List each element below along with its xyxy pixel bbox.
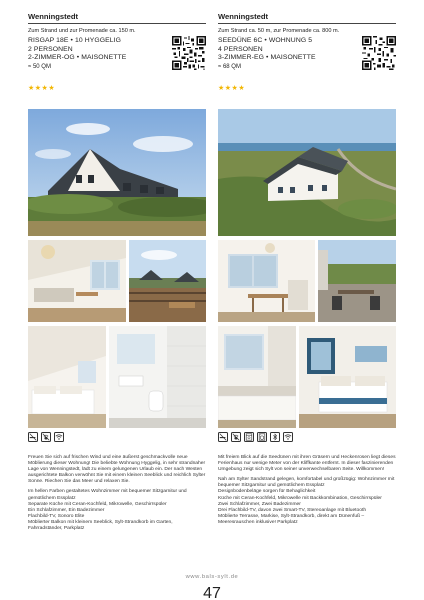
no-smoking-icon <box>218 432 228 442</box>
description-risgap <box>28 455 206 532</box>
photo-living-room <box>28 240 126 322</box>
apartment-rooms: 3-ZIMMER-EG • MAISONETTE <box>218 54 316 62</box>
feature-line: Drei Flachbild-TV, davon zwei Smart-TV, Stereoanlage mit Bluetooth <box>218 507 367 513</box>
distance-info: Zum Strand ca. 50 m, zur Promenade ca. 800 m. <box>218 28 340 34</box>
no-pets-icon <box>41 432 51 442</box>
title-divider <box>28 23 206 24</box>
apartment-info <box>28 37 206 83</box>
photo-terrace <box>318 240 396 322</box>
wifi-icon <box>54 432 64 442</box>
feature-line: Im hellen Farben gestaltetes Wohnzimmer mit bequemer Sitzgarnitur und gemütlichem Essplatz <box>28 489 187 501</box>
photo-house-aerial <box>218 109 396 236</box>
feature-line: Designbodenbeläge sorgen für Behaglichkeit <box>218 489 316 495</box>
no-smoking-icon <box>28 432 38 442</box>
photo-dining-area <box>218 240 315 322</box>
apartment-area: ≈ 50 QM <box>28 63 51 70</box>
listing-risgap <box>28 12 206 94</box>
dishwasher-icon <box>244 432 254 442</box>
photo-balcony-view <box>129 240 206 322</box>
location-title: Wenningstedt <box>218 12 269 21</box>
distance-info: Zum Strand und zur Promenade ca. 150 m. <box>28 28 136 34</box>
page-number: 47 <box>203 585 221 600</box>
bluetooth-speaker-icon <box>270 432 280 442</box>
photo-bedroom-2 <box>299 326 396 428</box>
apartment-rooms: 2-ZIMMER-OG • MAISONETTE <box>28 54 127 62</box>
amenity-icons <box>28 432 64 442</box>
website-link[interactable]: www.bals-sylt.de <box>185 574 239 580</box>
apartment-name: SEEDÜNE 6C • WOHNUNG 5 <box>218 37 313 44</box>
feature-line: Nah am Sylter Sandstrand gelegen, komfortabel und großzügig: Wohnzimmer mit bequemer Sitzgarnitur und gemütlichem Essplatz <box>218 477 395 489</box>
qr-code-icon[interactable] <box>172 36 206 70</box>
description-seeduene <box>218 455 396 526</box>
feature-line: Zwei Schlafzimmer, Zwei Badezimmer <box>218 501 301 507</box>
location-title: Wenningstedt <box>28 12 79 21</box>
photo-bathroom <box>109 326 206 428</box>
feature-line: Möblierter Balkon mit kleinem Seeblick, Sylt-Strandkorb im Garten, Fahrradständer, Parkplatz <box>28 519 173 532</box>
feature-line: Ein Schlafzimmer, Ein Badezimmer <box>28 507 105 513</box>
feature-line: Küche mit Ceran-Kochfeld, Mikrowelle mit Backkombination, Geschirrspüler <box>218 495 382 501</box>
rating-stars: ★★★★ <box>218 85 246 92</box>
photo-house-exterior <box>28 109 206 236</box>
description-intro: Mit freiem Blick auf die Seedünen mit ihren Gräsern und Heckenrosen liegt dieses Ferienhaus nur wenige Meter von der Kliffkante entfernt. In dieser faszinierenden Umgebung zeigt sich Sylt von seiner unverwechselbaren Seite. Willkommen! <box>218 455 396 473</box>
description-intro: Freuen Sie sich auf frischen Wind und eine äußerst geschmackvolle neue Möblierung dieser Wohnung! Die beliebte Wohnung Hyggelig, in sehr strandnaher Lage von Wenningstedt, lädt zu einem gelungenen Urlaub ein. Der nach Westen ausgerichtete Balkon verwöhnt Sie mit einem kleinen Seeblick und reichlich Sylter Sonne. Riechen Sie das Meer und relaxen Sie. <box>28 455 206 485</box>
title-divider <box>218 23 396 24</box>
feature-line: Möblierte Terrasse, Markise, Sylt-Strandkorb, direkt am Dünenfuß – Meeresrauschen inklusive! Parkplatz <box>218 513 365 525</box>
qr-code-icon[interactable] <box>362 36 396 70</box>
apartment-name: RISGAP 18E • 10 HYGGELIG <box>28 37 122 44</box>
listing-seeduene <box>218 12 396 94</box>
photo-kitchen <box>218 326 296 428</box>
apartment-persons: 4 PERSONEN <box>218 45 263 53</box>
amenity-icons <box>218 432 293 442</box>
no-pets-icon <box>231 432 241 442</box>
rating-stars: ★★★★ <box>28 85 56 92</box>
feature-line: Separate Küche mit Ceran-Kochfeld, Mikrowelle, Geschirrspüler <box>28 501 167 507</box>
photo-bedroom <box>28 326 106 428</box>
washing-machine-icon <box>257 432 267 442</box>
wifi-icon <box>283 432 293 442</box>
apartment-area: ≈ 68 QM <box>218 63 241 70</box>
feature-line: Flachbild-TV, Sonoro Elite <box>28 513 85 519</box>
apartment-persons: 2 PERSONEN <box>28 45 73 53</box>
apartment-info <box>218 37 396 83</box>
